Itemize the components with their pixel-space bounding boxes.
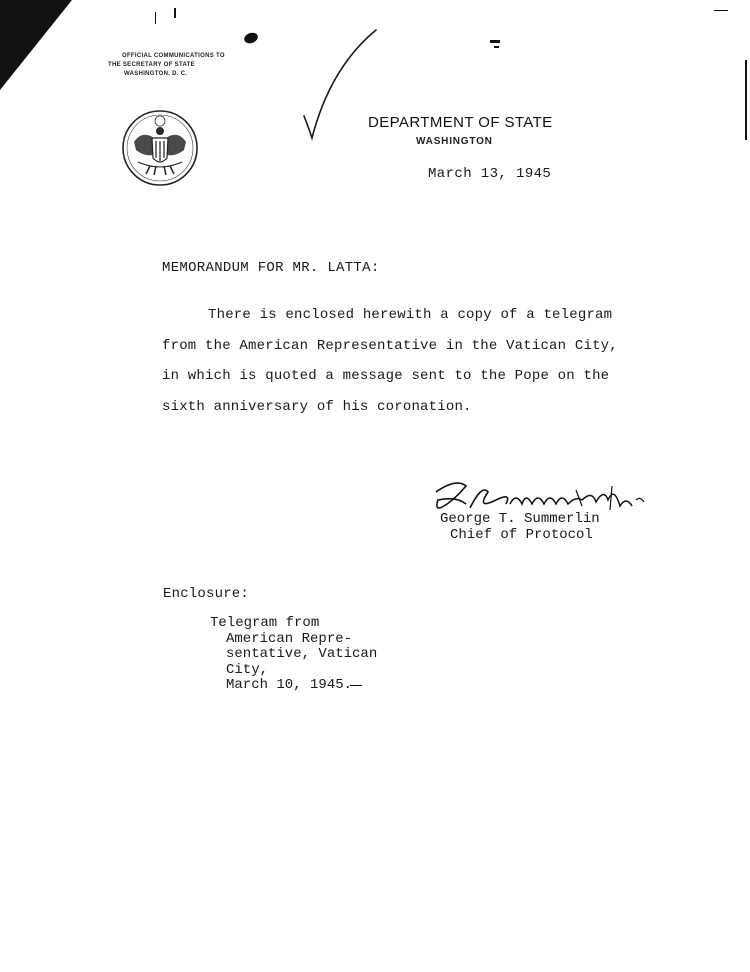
enclosure-line: City, [226, 661, 269, 678]
body-line: from the American Representative in the Vatican City, [162, 337, 618, 354]
ink-speck [174, 8, 176, 18]
ink-speck [714, 10, 728, 11]
instruction-line: OFFICIAL COMMUNICATIONS TO [122, 53, 225, 59]
signature-block [440, 511, 600, 543]
page-edge-mark [745, 60, 747, 140]
enclosure-description [210, 616, 377, 694]
department-city: WASHINGTON [416, 136, 493, 147]
enclosure-label: Enclosure: [163, 586, 250, 602]
body-line: There is enclosed herewith a copy of a telegram [208, 307, 613, 323]
signer-name: George T. Summerlin [440, 511, 600, 527]
body-line: sixth anniversary of his coronation. [162, 398, 472, 415]
enclosure-line: Telegram from [210, 615, 320, 631]
signer-title: Chief of Protocol [450, 527, 593, 543]
instruction-line: WASHINGTON, D. C. [124, 71, 188, 77]
department-seal-icon [120, 108, 200, 188]
ink-speck [494, 46, 499, 48]
enclosure-line: sentative, Vatican [226, 646, 378, 662]
instruction-line: THE SECRETARY OF STATE [108, 62, 195, 68]
enclosure-line: American Repre- [226, 630, 353, 647]
memo-title: MEMORANDUM FOR MR. LATTA: [162, 260, 380, 276]
department-name: DEPARTMENT OF STATE [368, 114, 553, 131]
ink-blot [243, 31, 260, 45]
ink-speck [155, 12, 156, 24]
enclosure-line: March 10, 1945. [226, 677, 353, 693]
body-line: in which is quoted a message sent to the Pope on the [162, 368, 610, 384]
letterhead-instructions [108, 52, 225, 79]
ink-speck [490, 40, 500, 43]
memo-body [162, 300, 642, 422]
memo-date: March 13, 1945 [428, 166, 552, 182]
scan-corner-mark [0, 0, 72, 90]
